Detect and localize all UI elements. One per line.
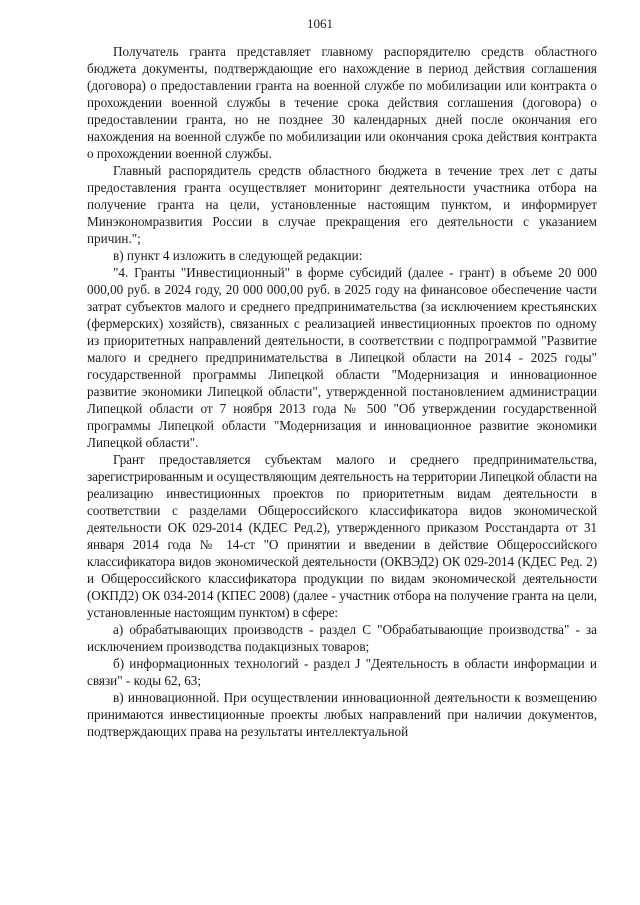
paragraph-monitoring: Главный распорядитель средств областного бюджета в течение трех лет с даты предоставления гранта осуществляет мониторинг деятельности участника отбора на получение гранта на цели, установленные настоящим пунктом, и информирует Минэкономразвития России в случае прекращения его деятельности с указанием причин.";: [87, 163, 597, 246]
paragraph-item-4-amendment: в) пункт 4 изложить в следующей редакции:: [113, 248, 363, 263]
document-body: [87, 43, 597, 740]
list-item-it: б) информационных технологий - раздел J "Деятельность в области информации и связи" - коды 62, 63;: [87, 656, 597, 688]
paragraph-grant-eligibility: Грант предоставляется субъектам малого и среднего предпринимательства, зарегистрированным и осуществляющим деятельность на территории Липецкой области на реализацию инвестиционных проектов по приоритетным видам деятельности в соответствии с разделами Общероссийского классификатора видов экономической деятельности ОК 029-2014 (КДЕС Ред.2), утвержденного приказом Росстандарта от 31 января 2014 года № 14-ст "О принятии и введении в действие Общероссийского классификатора видов экономической деятельности (ОКВЭД2) ОК 029-2014 (КДЕС Ред. 2) и Общероссийского классификатора продукции по видам экономической деятельности (ОКПД2) ОК 034-2014 (КПЕС 2008) (далее - участник отбора на получение гранта на цели, установленные настоящим пунктом) в сфере:: [87, 452, 597, 620]
page-number: 1061: [307, 16, 333, 31]
paragraph-grant-recipient-documents: Получатель гранта представляет главному распорядителю средств областного бюджета документы, подтверждающие его нахождение в период действия соглашения (договора) о предоставлении гранта на военной службе по мобилизации или контракта о прохождении военной службы в течение срока действия соглашения (договора) о предоставлении гранта, но не позднее 30 календарных дней после окончания его нахождения на военной службе по мобилизации или окончания срока действия контракта о прохождении военной службы.: [87, 44, 597, 161]
list-item-innovation: в) инновационной. При осуществлении инновационной деятельности к возмещению принимаются инвестиционные проекты любых направлений при наличии документов, подтверждающих права на результаты интеллектуальной: [87, 690, 597, 739]
list-item-manufacturing: а) обрабатывающих производств - раздел C "Обрабатывающие производства" - за исключением производства подакцизных товаров;: [87, 622, 597, 654]
paragraph-investment-grants: "4. Гранты "Инвестиционный" в форме субсидий (далее - грант) в объеме 20 000 000,00 руб. в 2024 году, 20 000 000,00 руб. в 2025 году на финансовое обеспечение части затрат субъектов малого и среднего предпринимательства (за исключением крестьянских (фермерских) хозяйств), связанных с реализацией инвестиционных проектов по одному из приоритетных направлений деятельности, в соответствии с подпрограммой "Развитие малого и среднего предпринимательства в Липецкой области на 2014 - 2025 годы" государственной программы Липецкой области "Модернизация и инновационное развитие экономики Липецкой области", утвержденной постановлением администрации Липецкой области от 7 ноября 2013 года № 500 "Об утверждении государственной программы Липецкой области "Модернизация и инновационное развитие экономики Липецкой области".: [87, 265, 597, 450]
